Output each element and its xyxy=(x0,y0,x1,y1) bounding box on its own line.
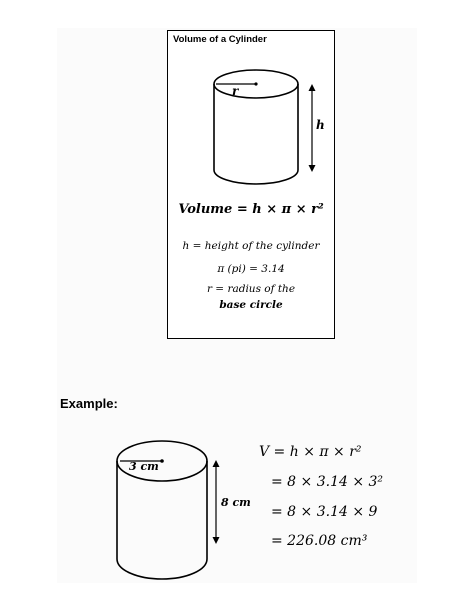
definition-pi: π (pi) = 3.14 xyxy=(217,263,285,275)
example-step-3: = 8 × 3.14 × 9 xyxy=(271,504,378,520)
example-step-4: = 226.08 cm³ xyxy=(271,533,368,549)
example-step-2: = 8 × 3.14 × 3² xyxy=(271,474,384,490)
radius-label: r xyxy=(232,84,239,98)
height-arrow-bottom xyxy=(308,165,315,172)
definition-radius-cont: base circle xyxy=(219,299,283,311)
height-label: h xyxy=(316,118,325,132)
cylinder-bottom-arc xyxy=(214,170,298,184)
center-dot xyxy=(254,82,257,85)
example-radius-label: 3 cm xyxy=(129,460,159,473)
cylinder-formula-box xyxy=(167,30,335,339)
height-arrow-top xyxy=(308,84,315,91)
example-label: Example: xyxy=(60,396,118,411)
box-title: Volume of a Cylinder xyxy=(173,34,267,45)
definition-radius: r = radius of the xyxy=(206,283,296,295)
example-step-1: V = h × π × r² xyxy=(259,444,362,460)
volume-formula: Volume = h × π × r² xyxy=(178,202,324,217)
example-height-label: 8 cm xyxy=(221,496,251,509)
definition-height: h = height of the cylinder xyxy=(182,240,320,252)
